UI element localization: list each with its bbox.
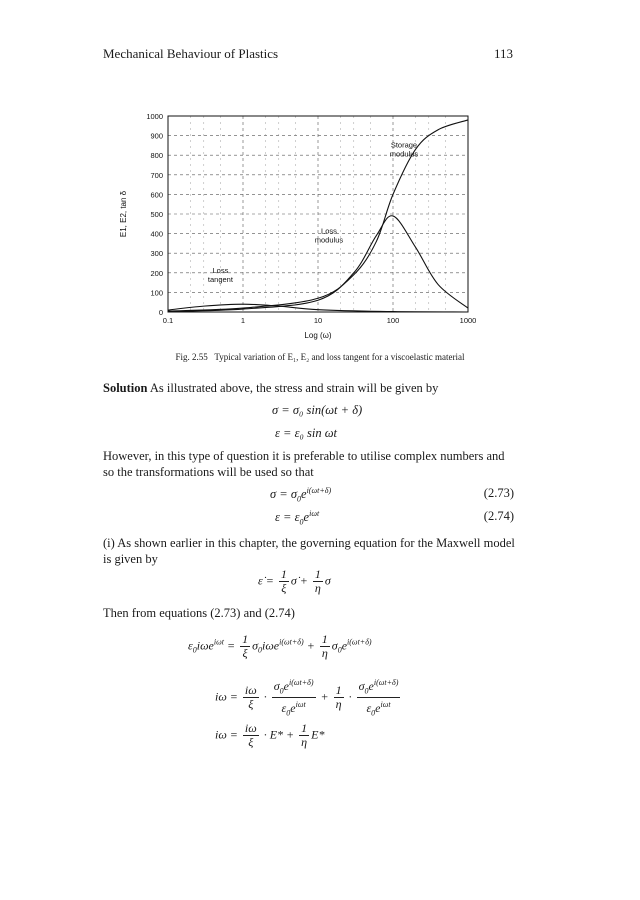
maxwell-equation: ε̇ = $\frac{1}{\xi}$ σ̇ + $\frac{1}{\eta}$ σ (258, 567, 331, 595)
x-tick-label: 10 (313, 316, 323, 325)
y-tick-label: 600 (150, 190, 163, 200)
equation-strain: ε = ε₀ sin ωt (275, 426, 338, 440)
y-tick-label: 0 (158, 308, 163, 317)
viscoelastic-chart (110, 108, 490, 348)
solution-text: As illustrated above, the stress and strain will be given by (149, 381, 439, 395)
x-tick-label: 100 (386, 316, 400, 325)
complex-numbers-paragraph: However, in this type of question it is preferable to utilise complex numbers and so the transformations will be used so that (103, 449, 505, 479)
y-tick-label: 300 (150, 249, 163, 259)
x-tick-label: 0.1 (162, 316, 174, 325)
y-tick-label: 100 (150, 288, 163, 298)
y-tick-label: 400 (150, 229, 163, 239)
equation-2-73: $\sigma = \sigma_0e^{i(\omega t+\delta)}$ (270, 486, 332, 504)
caption-text: Typical variation of E₁, E₂ and loss tangent for a viscoelastic material (214, 352, 465, 362)
y-axis-label: E1, E2, tan δ (119, 190, 128, 238)
y-tick-label: 700 (150, 170, 163, 180)
y-tick-label: 900 (150, 131, 163, 141)
y-tick-label: 200 (150, 268, 163, 278)
running-head (103, 46, 513, 66)
solution-label: Solution (103, 381, 148, 395)
x-tick-label: 1 (240, 316, 246, 325)
maxwell-paragraph: (i) As shown earlier in this chapter, the governing equation for the Maxwell model is given by (103, 536, 515, 566)
x-tick-label: 1000 (459, 316, 477, 325)
equation-number-2-74: (2.74) (483, 509, 514, 523)
annotation-loss-modulus: Loss modulus (314, 226, 344, 245)
then-paragraph: Then from equations (2.73) and (2.74) (103, 606, 295, 620)
figure-caption (0, 352, 640, 362)
equation-2-74: $\varepsilon = \varepsilon_0e^{i\omega t}$ (275, 509, 320, 527)
caption-label: Fig. 2.55 (175, 352, 208, 362)
derivation-line-1: $\varepsilon_0i\omega e^{i\omega t}$ = $\frac{1}{\xi}$ $\sigma_0i\omega e^{i(\omega t+\delta)}$ + $\frac{1}{\eta}$ $\sigma_0e^{i(\omega t+\delta)}$ (188, 632, 372, 660)
solution-paragraph (103, 380, 515, 396)
x-axis-label: Log (ω) (304, 331, 332, 340)
annotation-loss-tangent: Loss tangent (207, 265, 233, 284)
running-title: Mechanical Behaviour of Plastics (103, 46, 279, 61)
y-tick-label: 800 (150, 151, 163, 161)
y-tick-label: 500 (150, 210, 163, 219)
equation-stress: σ = σ₀ sin(ωt + δ) (272, 403, 363, 417)
y-tick-label: 1000 (146, 112, 163, 121)
page-number: 113 (493, 46, 513, 61)
derivation-line-3: iω = $\frac{i\omega}{\xi}$ · E* + $\frac{1}{\eta}$ E* (215, 721, 325, 749)
derivation-line-2: iω = $\frac{i\omega}{\xi}$ · $\frac{\sigma_0e^{i(\omega t+\delta)}}{\varepsilon_0e^{i\omega t}}$ + $\frac{1}{\eta}$ · $\frac{\sigma_0e^{i(\omega t+\delta)}}{\varepsilon_0e^{i\omega t}}$ (215, 678, 399, 718)
annotation-storage-modulus: Storage modulus (389, 140, 419, 159)
equation-number-2-73: (2.73) (483, 486, 514, 500)
